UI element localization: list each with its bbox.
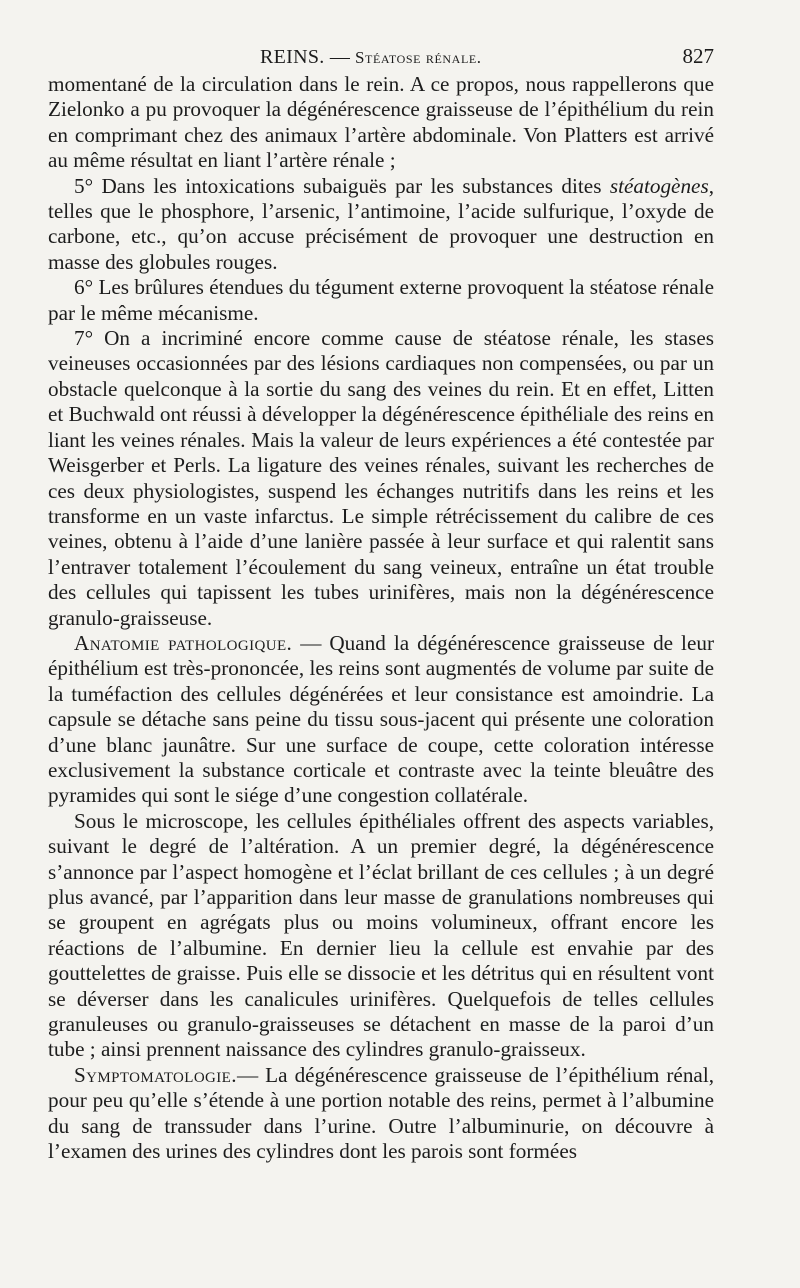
running-title-sub: Stéatose rénale. [355, 48, 482, 67]
body-text [48, 72, 714, 1164]
running-title-main: REINS. — [260, 46, 351, 68]
paragraph-brulures: 6° Les brûlures étendues du tégument externe provoquent la stéatose rénale par le même mécanisme. [48, 275, 714, 325]
paragraph-symptomatologie-text: — La dégénérescence graisseuse de l’épithélium rénal, pour peu qu’elle s’étende à une portion notable des reins, permet à l’albumine du sang de transsuder dans l’urine. Outre l’albuminurie, on découvre à l’examen des urines des cylindres dont les parois sont formées [48, 1062, 714, 1164]
page-number: 827 [682, 44, 714, 68]
paragraph-anatomie [48, 631, 714, 809]
running-title [260, 46, 482, 69]
heading-anatomie-pathologique: Anatomie pathologique. [74, 630, 293, 655]
page-header [48, 38, 714, 72]
paragraph-stases-veineuses: 7° On a incriminé encore comme cause de stéatose rénale, les stases veineuses occasionnées par des lésions cardiaques non compensées, ou par un obstacle quelconque à la sortie du sang des veines du rein. Et en effet, Litten et Buchwald ont réussi à développer la dégénérescence épithéliale des reins en liant les veines rénales. Mais la valeur de leurs expériences a été contestée par Weisgerber et Perls. La ligature des veines rénales, suivant les recherches de ces deux physiologistes, suspend les échanges nutritifs dans les reins et les transforme en un vaste infarctus. Le simple rétrécissement du calibre de ces veines, obtenu à l’aide d’une lanière passée à leur surface et qui ralentit sans l’entraver totalement l’écoulement du sang veineux, entraîne un état trouble des cellules qui tapissent les tubes urinifères, mais non la dégénérescence granulo-graisseuse. [48, 326, 714, 630]
paragraph-symptomatologie [48, 1063, 714, 1165]
paragraph-circulation: momentané de la circulation dans le rein. A ce propos, nous rappellerons que Zielonko a pu provoquer la dégénérescence graisseuse de l’épithélium du rein en comprimant chez des animaux l’artère abdominale. Von Platters est arrivé au même résultat en liant l’artère rénale ; [48, 72, 714, 173]
paragraph-microscope: Sous le microscope, les cellules épithéliales offrent des aspects variables, suivant le degré de l’altération. A un premier degré, la dégénérescence s’annonce par l’aspect homogène et l’éclat brillant de ces cellules ; à un degré plus avancé, par l’apparition dans leur masse de granulations nombreuses qui se groupent en agrégats plus ou moins volumineux, offrant encore les réactions de l’albumine. En dernier lieu la cellule est envahie par des gouttelettes de graisse. Puis elle se dissocie et les détritus qui en résultent vont se déverser dans les canalicules urinifères. Quelquefois de telles cellules granuleuses ou granulo-graisseuses se détachent en masse de la paroi d’un tube ; ainsi prennent naissance des cylindres granulo-graisseux. [48, 808, 714, 1062]
paragraph-intoxications-end: , telles que le phosphore, l’arsenic, l’antimoine, l’acide sulfurique, l’oxyde de carbone, etc., qu’on accuse précisément de provoquer une destruction en masse des globules rouges. [48, 173, 714, 274]
paragraph-anatomie-text: — Quand la dégénérescence graisseuse de leur épithélium est très-prononcée, les reins sont augmentés de volume par suite de la tuméfaction des cellules dégénérées et leur consistance est amoindrie. La capsule se détache sans peine du tissu sous-jacent qui présente une coloration d’une blanc jaunâtre. Sur une surface de coupe, cette coloration intéresse exclusivement la substance corticale et contraste avec la teinte bleuâtre des pyramides qui sont le siége d’une congestion collatérale. [48, 630, 714, 808]
heading-symptomatologie: Symptomatologie. [74, 1062, 237, 1087]
term-steatogenes: stéatogènes [609, 173, 709, 198]
paragraph-intoxications [48, 174, 714, 276]
paragraph-intoxications-start: 5° Dans les intoxications subaiguës par les substances dites [74, 173, 602, 198]
